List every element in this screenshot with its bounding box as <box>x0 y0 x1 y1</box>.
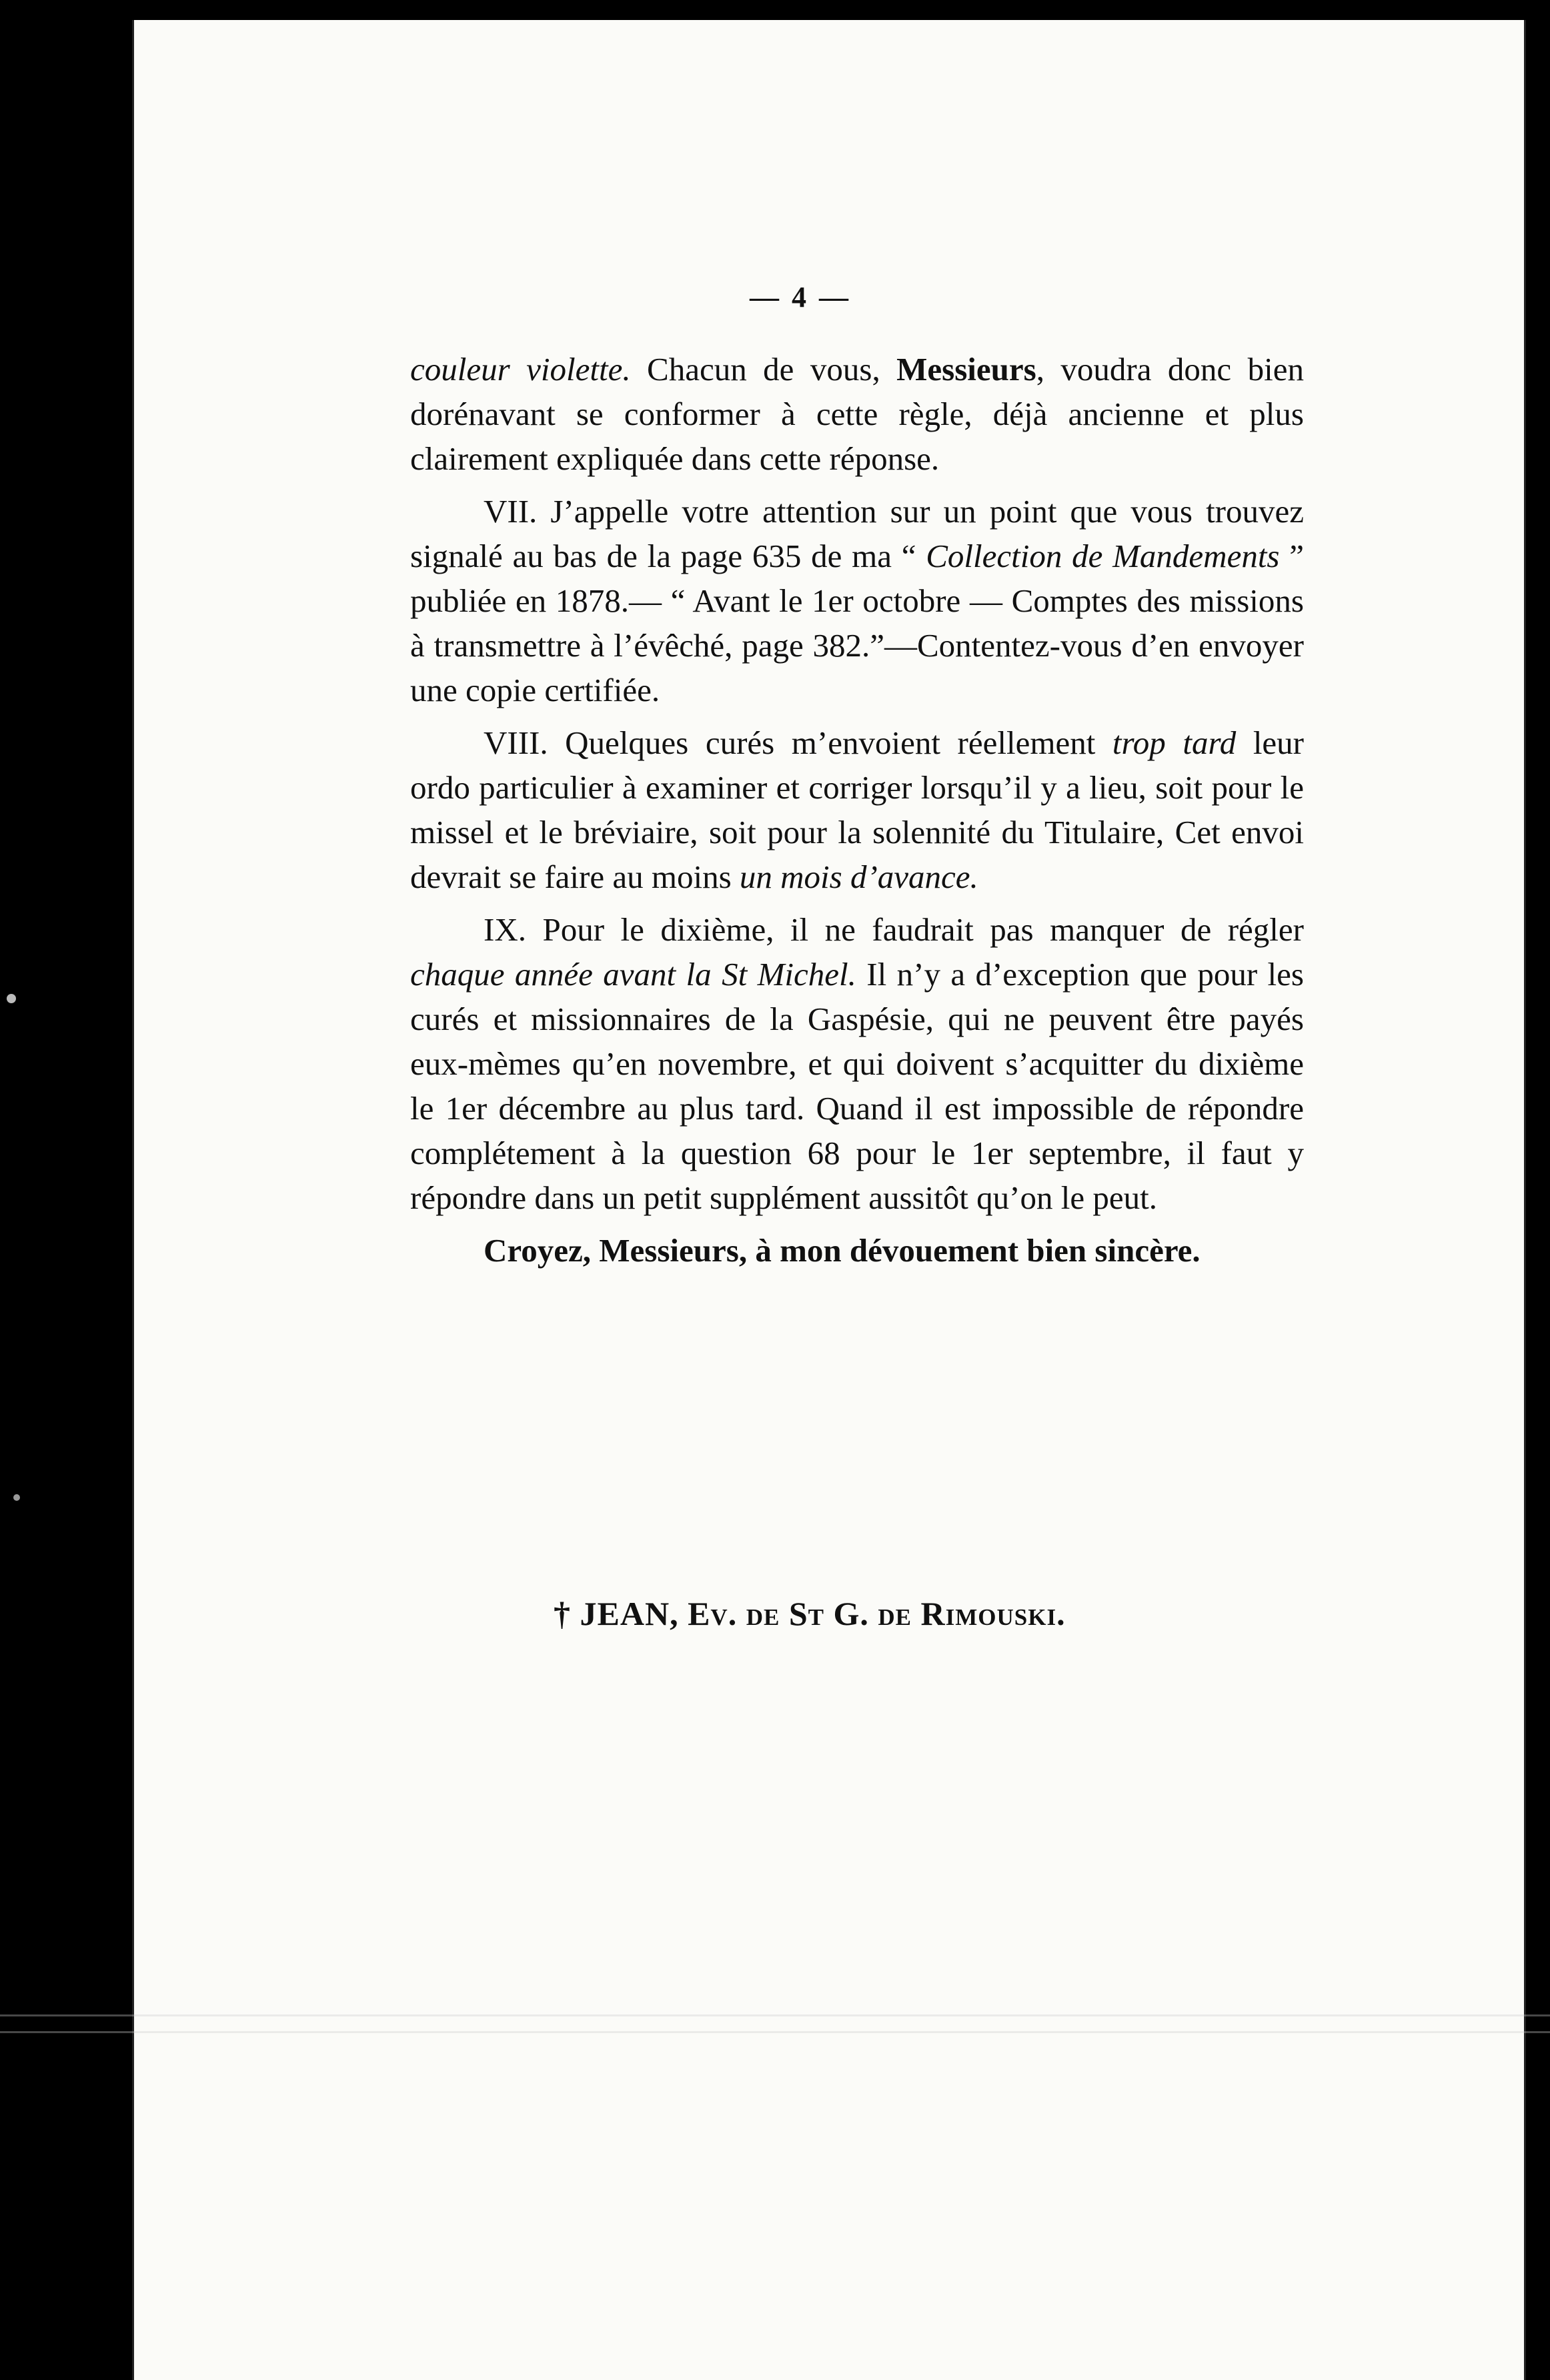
bold-text: Messieurs <box>896 351 1036 388</box>
text-run: VII. J’appelle votre attention sur un point que vous trouvez signalé au bas de la page 635 de ma “ <box>410 493 1304 574</box>
page-number: — 4 — <box>750 281 851 314</box>
text-run: VIII. Quelques curés m’envoient réellement <box>484 724 1112 761</box>
text-run: ” publiée en 1878.— “ Avant le 1er octobre — Comptes des missions à transmettre à l’évêché, page 382.”—Contentez-vous d’en envoyer une copie certifiée. <box>410 538 1304 708</box>
scan-line <box>0 2031 1550 2033</box>
film-edge-top <box>0 0 1550 20</box>
closing-paragraph: Croyez, Messieurs, à mon dévouement bien sincère. <box>484 1232 1201 1269</box>
italic-text: chaque année avant la St Michel. <box>410 956 856 993</box>
italic-text: Collection de Mandements <box>926 538 1280 574</box>
text-run: IX. Pour le dixième, il ne faudrait pas manquer de régler <box>484 911 1304 948</box>
scan-line <box>0 2014 1550 2016</box>
text-run: , voudra donc bien dorénavant se conformer à cette règle, déjà ancienne et plus clairement expliquée dans cette réponse. <box>410 351 1304 477</box>
text-run: Chacun de vous, <box>630 351 897 388</box>
text-run: leur ordo particulier à examiner et corriger lorsqu’il y a lieu, soit pour le missel et le bréviaire, soit pour la solennité du Titulaire, Cet envoi devrait se faire au moins <box>410 724 1305 895</box>
cross-icon: † <box>554 1595 571 1632</box>
signature <box>554 1594 1354 1633</box>
film-speck <box>7 994 16 1003</box>
signature-title: Ev. de St G. de <box>688 1595 912 1632</box>
paragraph-1 <box>410 347 1304 481</box>
italic-text: un mois d’avance. <box>739 858 978 895</box>
signature-diocese: Rimouski. <box>920 1595 1066 1632</box>
paragraph-vii <box>410 489 1304 712</box>
text-run: Il n’y a d’exception que pour les curés et missionnaires de la Gaspésie, qui ne peuvent être payés eux-mèmes qu’en novembre, et qui doivent s’acquitter du dixième le 1er décembre au plus tard. Quand il est impossible de répondre complétement à la question 68 pour le 1er septembre, il faut y répondre dans un petit supplément aussitôt qu’on le peut. <box>410 956 1304 1216</box>
paragraph-ix <box>410 907 1304 1220</box>
italic-text: trop tard <box>1112 724 1237 761</box>
letter-body <box>410 347 1304 1273</box>
paragraph-viii <box>410 720 1304 899</box>
italic-text: couleur violette. <box>410 351 631 388</box>
film-speck <box>13 1494 20 1501</box>
signature-name: JEAN, <box>580 1595 679 1632</box>
